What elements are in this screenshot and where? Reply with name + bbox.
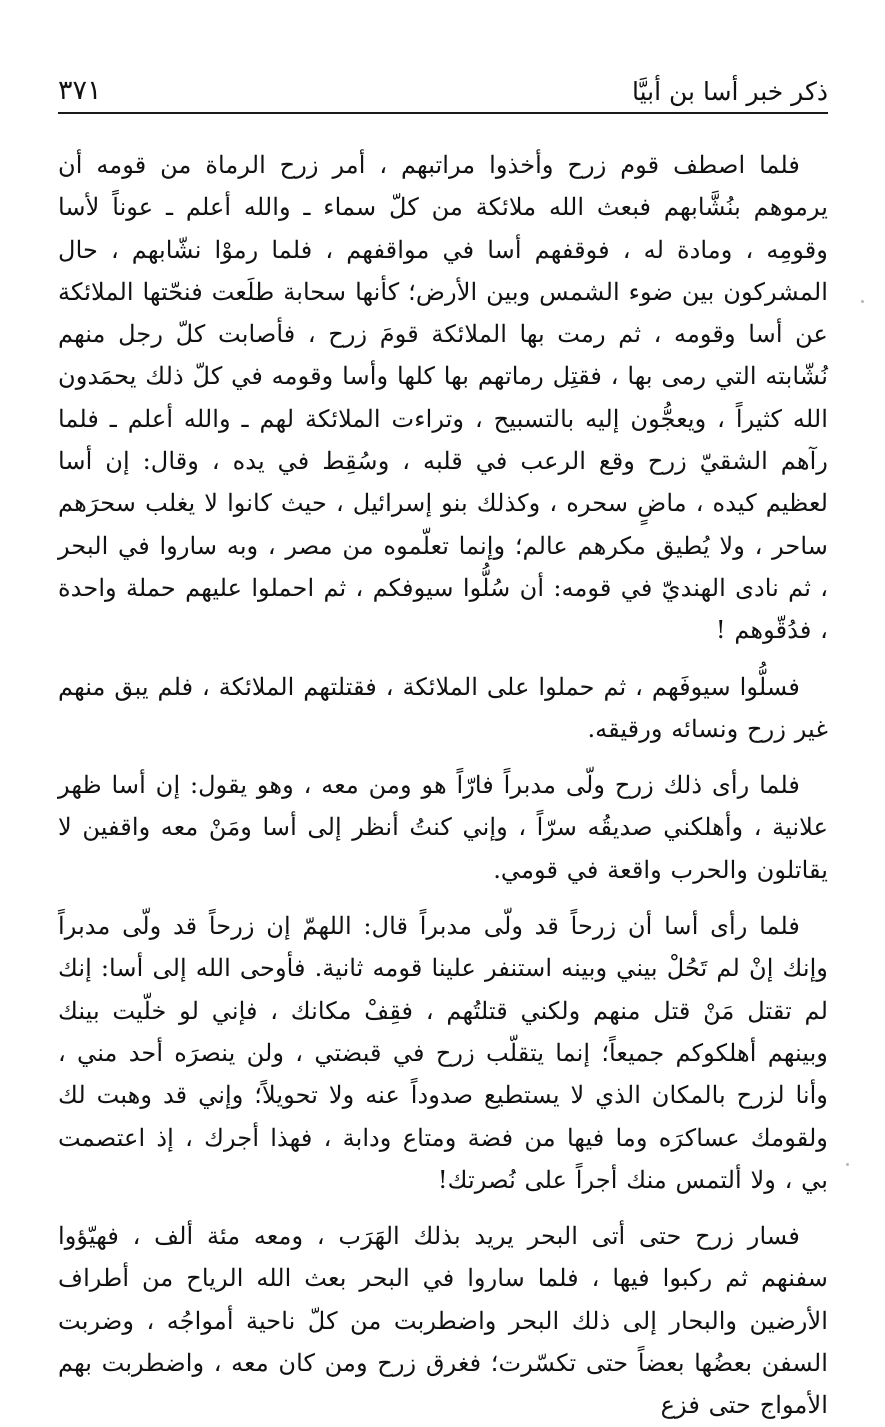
paragraph-1: فلما اصطف قوم زرح وأخذوا مراتبهم ، أمر زرح الرماة من قومه أن يرموهم بنُشَّابهم فبعث الله ملائكة من كلّ سماء ـ والله أعلم ـ عوناً لأسا وقومِه ، ومادة له ، فوقفهم أسا في مواقفهم ، فلما رموْا نشّابهم ، حال المشركون بين ضوء الشمس وبين الأرض؛ كأنها سحابة طلَعت فنحّتها الملائكة عن أسا وقومه ، ثم رمت بها الملائكة قومَ زرح ، فأصابت كلّ رجل منهم نُشّابته التي رمى بها ، فقتِل رماتهم بها كلها وأسا وقومه في كلّ ذلك يحمَدون الله كثيراً ، ويعجُّون إليه بالتسبيح ، وتراءت الملائكة لهم ـ والله أعلم ـ فلما رآهم الشقيّ زرح وقع الرعب في قلبه ، وسُقِط في يده ، وقال: إن أسا لعظيم كيده ، ماضٍ سحره ، وكذلك بنو إسرائيل ، حيث كانوا لا يغلب سحرَهم ساحر ، ولا يُطيق مكرهم عالم؛ وإنما تعلّموه من مصر ، وبه ساروا في البحر ، ثم نادى الهنديّ في قومه: أن سُلُّوا سيوفكم ، ثم احملوا عليهم حملة واحدة ، فدُقّوهم ! bbox=[58, 151, 828, 645]
chapter-title: ذكر خبر أسا بن أبيَّا bbox=[632, 77, 828, 106]
scan-speck bbox=[846, 1163, 849, 1166]
page-number: ٣٧١ bbox=[58, 75, 102, 106]
running-header bbox=[58, 60, 828, 114]
body-text bbox=[58, 144, 828, 1427]
book-page bbox=[58, 60, 828, 1420]
paragraph-4: فلما رأى أسا أن زرحاً قد ولّى مدبراً قال: اللهمّ إن زرحاً قد ولّى مدبراً وإنك إنْ لم تَحُلْ بيني وبينه استنفر علينا قومه ثانية. فأوحى الله إلى أسا: إنك لم تقتل مَنْ قتل منهم ولكني قتلتُهم ، فقِفْ مكانك ، فإني لو خلّيت بينك وبينهم أهلكوكم جميعاً؛ إنما يتقلّب زرح في قبضتي ، ولن ينصرَه أحد مني ، وأنا لزرح بالمكان الذي لا يستطيع صدوداً عنه ولا تحويلاً؛ وإني قد وهبت لك ولقومك عساكرَه وما فيها من فضة ومتاع ودابة ، فهذا أجرك ، إذ اعتصمت بي ، ولا ألتمس منك أجراً على نُصرتك! bbox=[58, 912, 828, 1194]
paragraph-5: فسار زرح حتى أتى البحر يريد بذلك الهَرَب ، ومعه مئة ألف ، فهيّؤوا سفنهم ثم ركبوا فيها ، فلما ساروا في البحر بعث الله الرياح من أطراف الأرضين والبحار إلى ذلك البحر واضطربت من كلّ ناحية أمواجُه ، وضربت السفن بعضُها بعضاً حتى تكسّرت؛ فغرق زرح ومن كان معه ، واضطربت بهم الأمواج حتى فزع bbox=[58, 1222, 828, 1420]
scan-speck bbox=[861, 300, 864, 303]
paragraph-3: فلما رأى ذلك زرح ولّى مدبراً فارّاً هو ومن معه ، وهو يقول: إن أسا ظهر علانية ، وأهلكني صديقُه سرّاً ، وإني كنتُ أنظر إلى أسا ومَنْ معه واقفين لا يقاتلون والحرب واقعة في قومي. bbox=[58, 771, 828, 884]
paragraph-2: فسلُّوا سيوفَهم ، ثم حملوا على الملائكة ، فقتلتهم الملائكة ، فلم يبق منهم غير زرح ونسائه ورقيقه. bbox=[58, 672, 828, 743]
